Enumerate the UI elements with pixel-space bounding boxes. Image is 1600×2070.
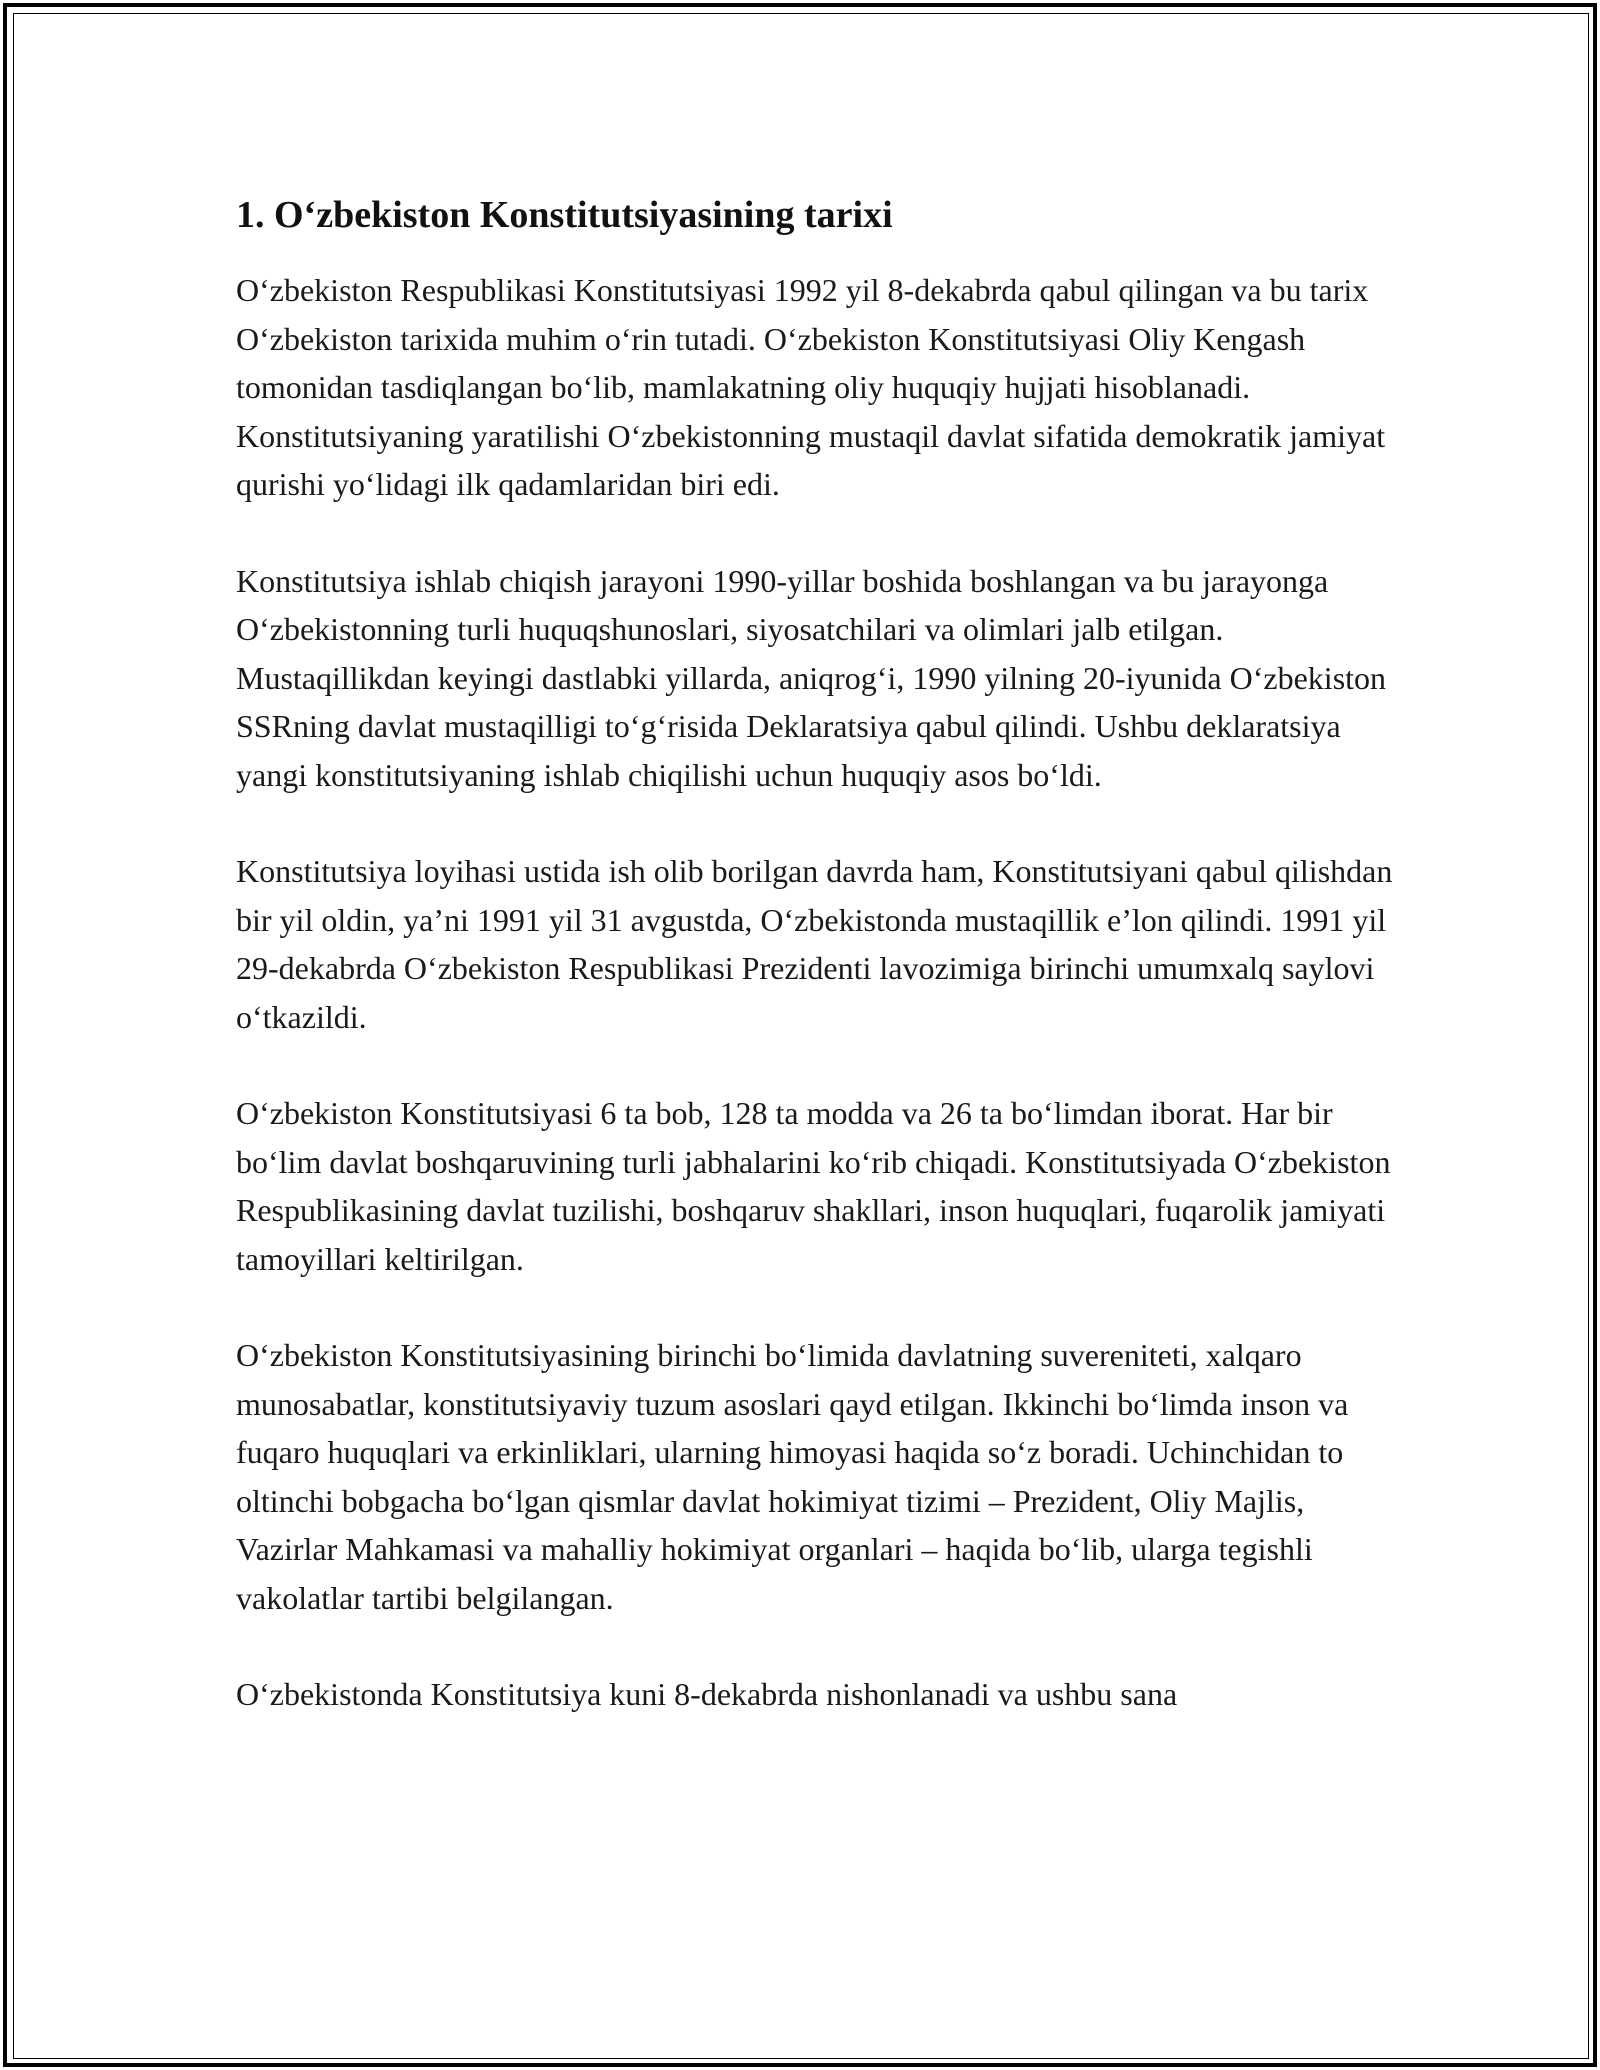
- section-heading: 1. O‘zbekiston Konstitutsiyasining tarixi: [236, 194, 893, 236]
- paragraph-6: O‘zbekistonda Konstitutsiya kuni 8-dekabrda nishonlanadi va ushbu sana: [236, 1676, 1178, 1712]
- paragraph-4: O‘zbekiston Konstitutsiyasi 6 ta bob, 128 ta modda va 26 ta bo‘limdan iborat. Har bir bo‘lim davlat boshqaruvining turli jabhalarini ko‘rib chiqadi. Konstitutsiyada O‘zbekiston Respublikasining davlat tuzilishi, boshqaruv shakllari, inson huquqlari, fuqarolik jamiyati tamoyillari keltirilgan.: [236, 1095, 1391, 1277]
- document-body: [236, 190, 1396, 1767]
- paragraph-5: O‘zbekiston Konstitutsiyasining birinchi bo‘limida davlatning suvereniteti, xalqaro munosabatlar, konstitutsiyaviy tuzum asoslari qayd etilgan. Ikkinchi bo‘limda inson va fuqaro huquqlari va erkinliklari, ularning himoyasi haqida so‘z boradi. Uchinchidan to oltinchi bobgacha bo‘lgan qismlar davlat hokimiyat tizimi – Prezident, Oliy Majlis, Vazirlar Mahkamasi va mahalliy hokimiyat organlari – haqida bo‘lib, ularga tegishli vakolatlar tartibi belgilangan.: [236, 1337, 1349, 1616]
- paragraph-1: O‘zbekiston Respublikasi Konstitutsiyasi 1992 yil 8-dekabrda qabul qilingan va bu tarix O‘zbekiston tarixida muhim o‘rin tutadi. O‘zbekiston Konstitutsiyasi Oliy Kengash tomonidan tasdiqlangan bo‘lib, mamlakatning oliy huquqiy hujjati hisoblanadi. Konstitutsiyaning yaratilishi O‘zbekistonning mustaqil davlat sifatida demokratik jamiyat qurishi yo‘lidagi ilk qadamlaridan biri edi.: [236, 272, 1386, 502]
- paragraph-3: Konstitutsiya loyihasi ustida ish olib borilgan davrda ham, Konstitutsiyani qabul qilishdan bir yil oldin, ya’ni 1991 yil 31 avgustda, O‘zbekistonda mustaqillik e’lon qilindi. 1991 yil 29-dekabrda O‘zbekiston Respublikasi Prezidenti lavozimiga birinchi umumxalq saylovi o‘tkazildi.: [236, 853, 1393, 1035]
- paragraph-2: Konstitutsiya ishlab chiqish jarayoni 1990-yillar boshida boshlangan va bu jarayonga O‘zbekistonning turli huquqshunoslari, siyosatchilari va olimlari jalb etilgan. Mustaqillikdan keyingi dastlabki yillarda, aniqrog‘i, 1990 yilning 20-iyunida O‘zbekiston SSRning davlat mustaqilligi to‘g‘risida Deklaratsiya qabul qilindi. Ushbu deklaratsiya yangi konstitutsiyaning ishlab chiqilishi uchun huquqiy asos bo‘ldi.: [236, 562, 1387, 793]
